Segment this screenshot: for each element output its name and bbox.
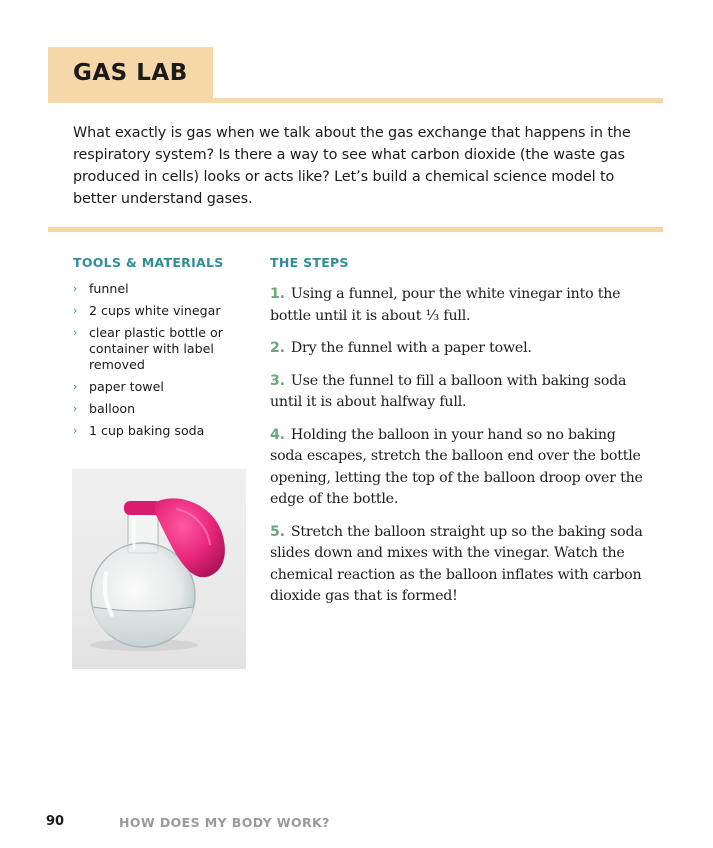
step-item [270,522,650,608]
tools-heading: TOOLS & MATERIALS [73,255,224,270]
tools-materials-section [73,255,248,445]
title-rule [48,98,663,103]
intro-paragraph: What exactly is gas when we talk about the gas exchange that happens in the respiratory system? Is there a way to see what carbon dioxide (the waste gas produced in cells) looks or acts like? Let’s build a chemical science model to better understand gases. [73,125,631,207]
step-text: Using a funnel, pour the white vinegar into the bottle until it is about ⅓ full. [270,286,621,324]
steps-heading: THE STEPS [270,255,349,270]
title-tab [48,47,213,99]
step-text: Stretch the balloon straight up so the baking soda slides down and mixes with the vinegar. Watch the chemical reaction as the balloon inflates with carbon dioxide gas that is formed! [270,523,643,604]
running-head: HOW DOES MY BODY WORK? [119,815,330,830]
tool-label: paper towel [89,379,164,394]
step-text: Holding the balloon in your hand so no baking soda escapes, stretch the balloon end over the bottle opening, letting the top of the balloon droop over the edge of the bottle. [270,426,643,507]
balloon-bottle-photo [72,469,246,669]
tool-label: funnel [89,281,129,296]
list-item [73,379,248,395]
list-item [73,281,248,297]
balloon-on-bottle-icon [72,469,246,669]
chevron-right-icon: › [73,326,78,339]
step-item [270,284,650,327]
list-item [73,303,248,319]
page-number: 90 [46,814,65,829]
step-number: 1. [270,286,285,302]
chevron-right-icon: › [73,402,78,415]
tool-label: 2 cups white vinegar [89,303,221,318]
steps-section [270,255,650,619]
steps-list [270,284,650,608]
tool-label: clear plastic bottle or container with label removed [89,325,223,372]
chevron-right-icon: › [73,304,78,317]
list-item [73,401,248,417]
chevron-right-icon: › [73,380,78,393]
step-number: 2. [270,340,285,356]
step-number: 3. [270,372,285,389]
list-item [73,325,248,373]
section-divider [48,227,663,232]
step-item [270,425,650,511]
chevron-right-icon: › [73,424,78,437]
page-title: GAS LAB [73,60,188,86]
step-text: Use the funnel to fill a balloon with baking soda until it is about halfway full. [270,372,627,410]
step-item [270,338,650,360]
step-number: 4. [270,426,285,443]
list-item [73,423,248,439]
tool-label: balloon [89,401,136,416]
step-item [270,371,650,414]
step-text: Dry the funnel with a paper towel. [290,340,532,356]
step-number: 5. [270,523,285,540]
chevron-right-icon: › [73,282,78,295]
tools-list [73,281,248,439]
tool-label: 1 cup baking soda [89,423,205,438]
